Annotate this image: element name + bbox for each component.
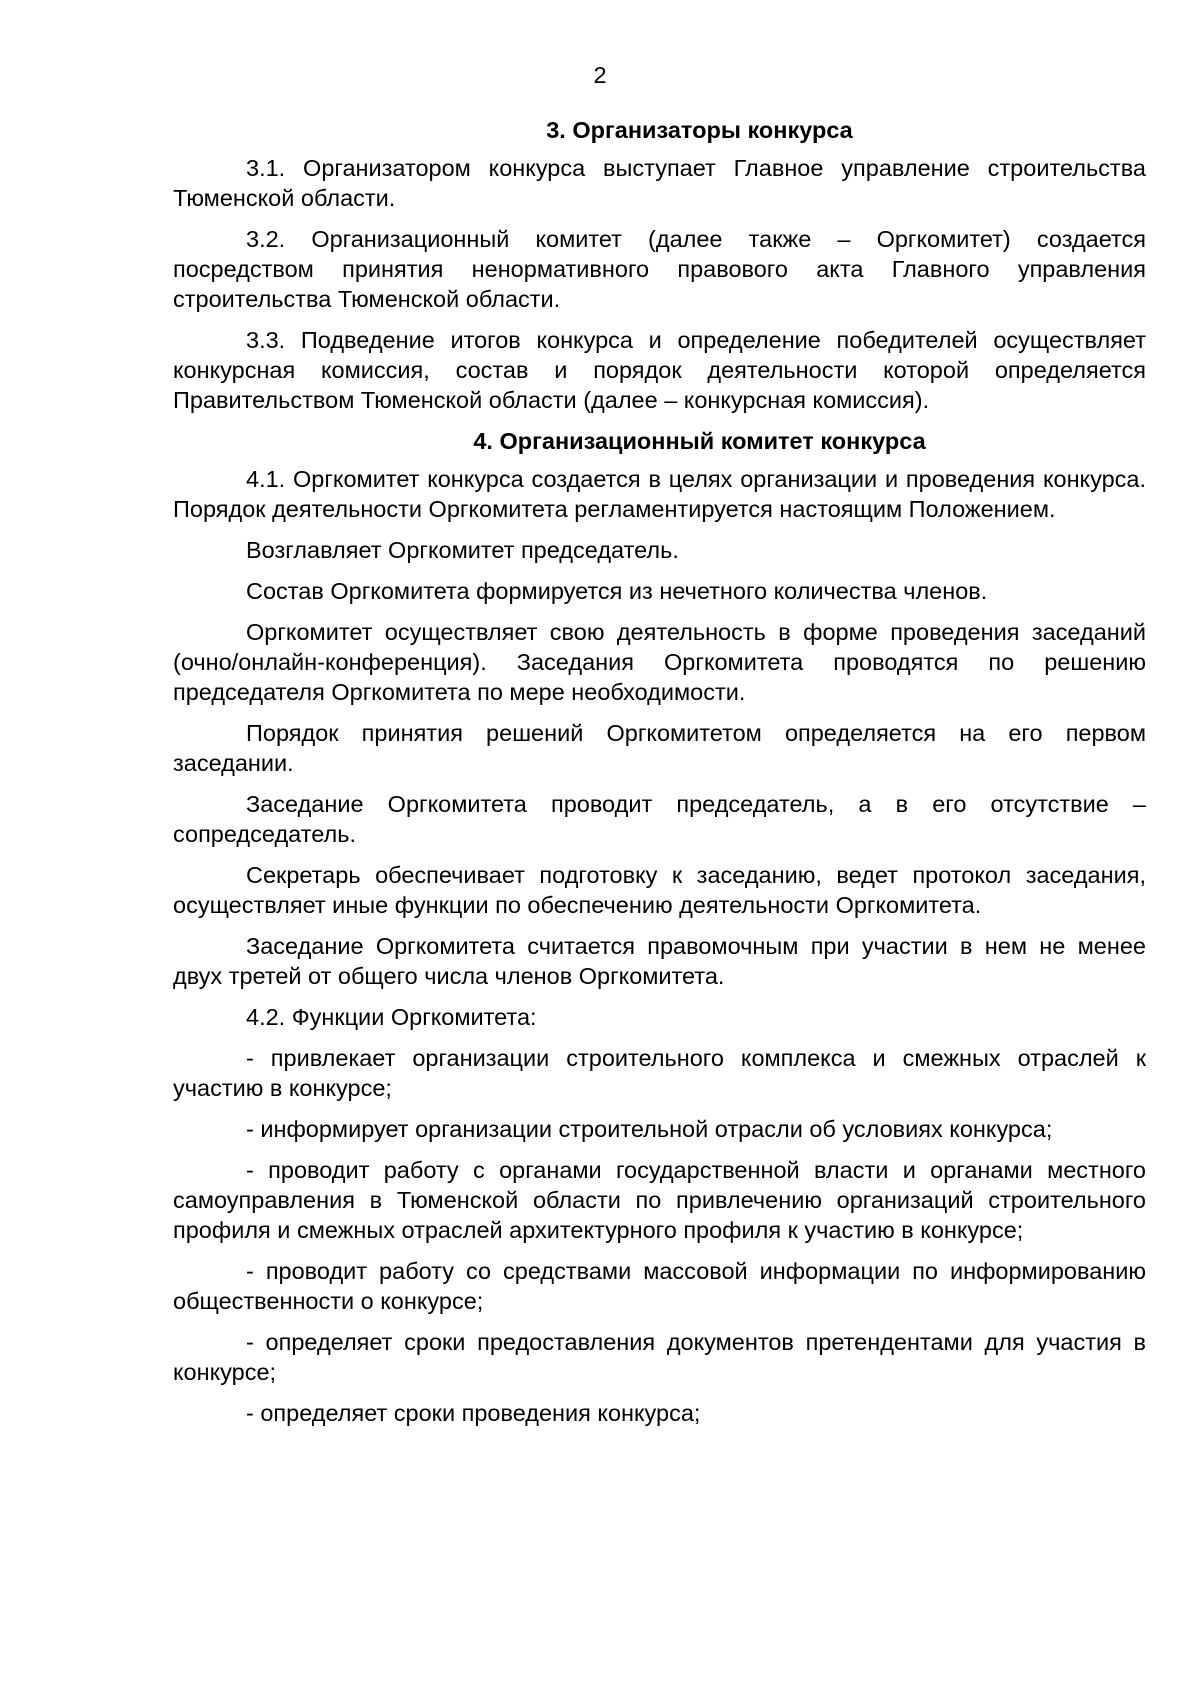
paragraph-3-1: 3.1. Организатором конкурса выступает Главное управление строительства Тюменской области. — [173, 155, 1146, 211]
list-item-authorities: - проводит работу с органами государственной власти и органами местного самоуправления в Тюменской области по привлечению организаций строительного профиля и смежных отраслей архитектурного профиля к участию в конкурсе; — [173, 1157, 1146, 1243]
paragraph-composition: Состав Оргкомитета формируется из нечетного количества членов. — [246, 578, 988, 604]
list-item-contest-deadlines: - определяет сроки проведения конкурса; — [246, 1400, 701, 1426]
paragraph-3-2: 3.2. Организационный комитет (далее также – Оргкомитет) создается посредством принятия ненормативного правового акта Главного управления строительства Тюменской области. — [173, 226, 1146, 312]
section-3-heading: 3. Организаторы конкурса — [546, 117, 853, 143]
document-body — [173, 115, 1146, 1439]
list-item-media: - проводит работу со средствами массовой информации по информированию общественности о конкурсе; — [173, 1258, 1146, 1314]
paragraph-4-2: 4.2. Функции Оргкомитета: — [246, 1004, 537, 1030]
paragraph-secretary: Секретарь обеспечивает подготовку к заседанию, ведет протокол заседания, осуществляет иные функции по обеспечению деятельности Оргкомитета. — [173, 862, 1146, 918]
section-4-heading: 4. Организационный комитет конкурса — [473, 428, 926, 454]
paragraph-3-3: 3.3. Подведение итогов конкурса и определение победителей осуществляет конкурсная комиссия, состав и порядок деятельности которой определяется Правительством Тюменской области (далее – конкурсная комиссия). — [173, 327, 1146, 413]
list-item-informs: - информирует организации строительной отрасли об условиях конкурса; — [246, 1116, 1053, 1142]
paragraph-meetings: Оргкомитет осуществляет свою деятельность в форме проведения заседаний (очно/онлайн-конференция). Заседания Оргкомитета проводятся по решению председателя Оргкомитета по мере необходимости. — [173, 619, 1146, 705]
paragraph-4-1: 4.1. Оргкомитет конкурса создается в целях организации и проведения конкурса. Порядок деятельности Оргкомитета регламентируется настоящим Положением. — [173, 466, 1146, 522]
paragraph-decision-procedure: Порядок принятия решений Оргкомитетом определяется на его первом заседании. — [173, 720, 1146, 776]
list-item-document-deadlines: - определяет сроки предоставления документов претендентами для участия в конкурсе; — [173, 1329, 1146, 1385]
list-item-attracts: - привлекает организации строительного комплекса и смежных отраслей к участию в конкурсе; — [173, 1045, 1146, 1101]
paragraph-quorum: Заседание Оргкомитета считается правомочным при участии в нем не менее двух третей от общего числа членов Оргкомитета. — [173, 933, 1146, 989]
paragraph-meeting-lead: Заседание Оргкомитета проводит председатель, а в его отсутствие – сопредседатель. — [173, 791, 1146, 847]
paragraph-chairman: Возглавляет Оргкомитет председатель. — [246, 537, 679, 563]
page-number: 2 — [593, 62, 607, 88]
